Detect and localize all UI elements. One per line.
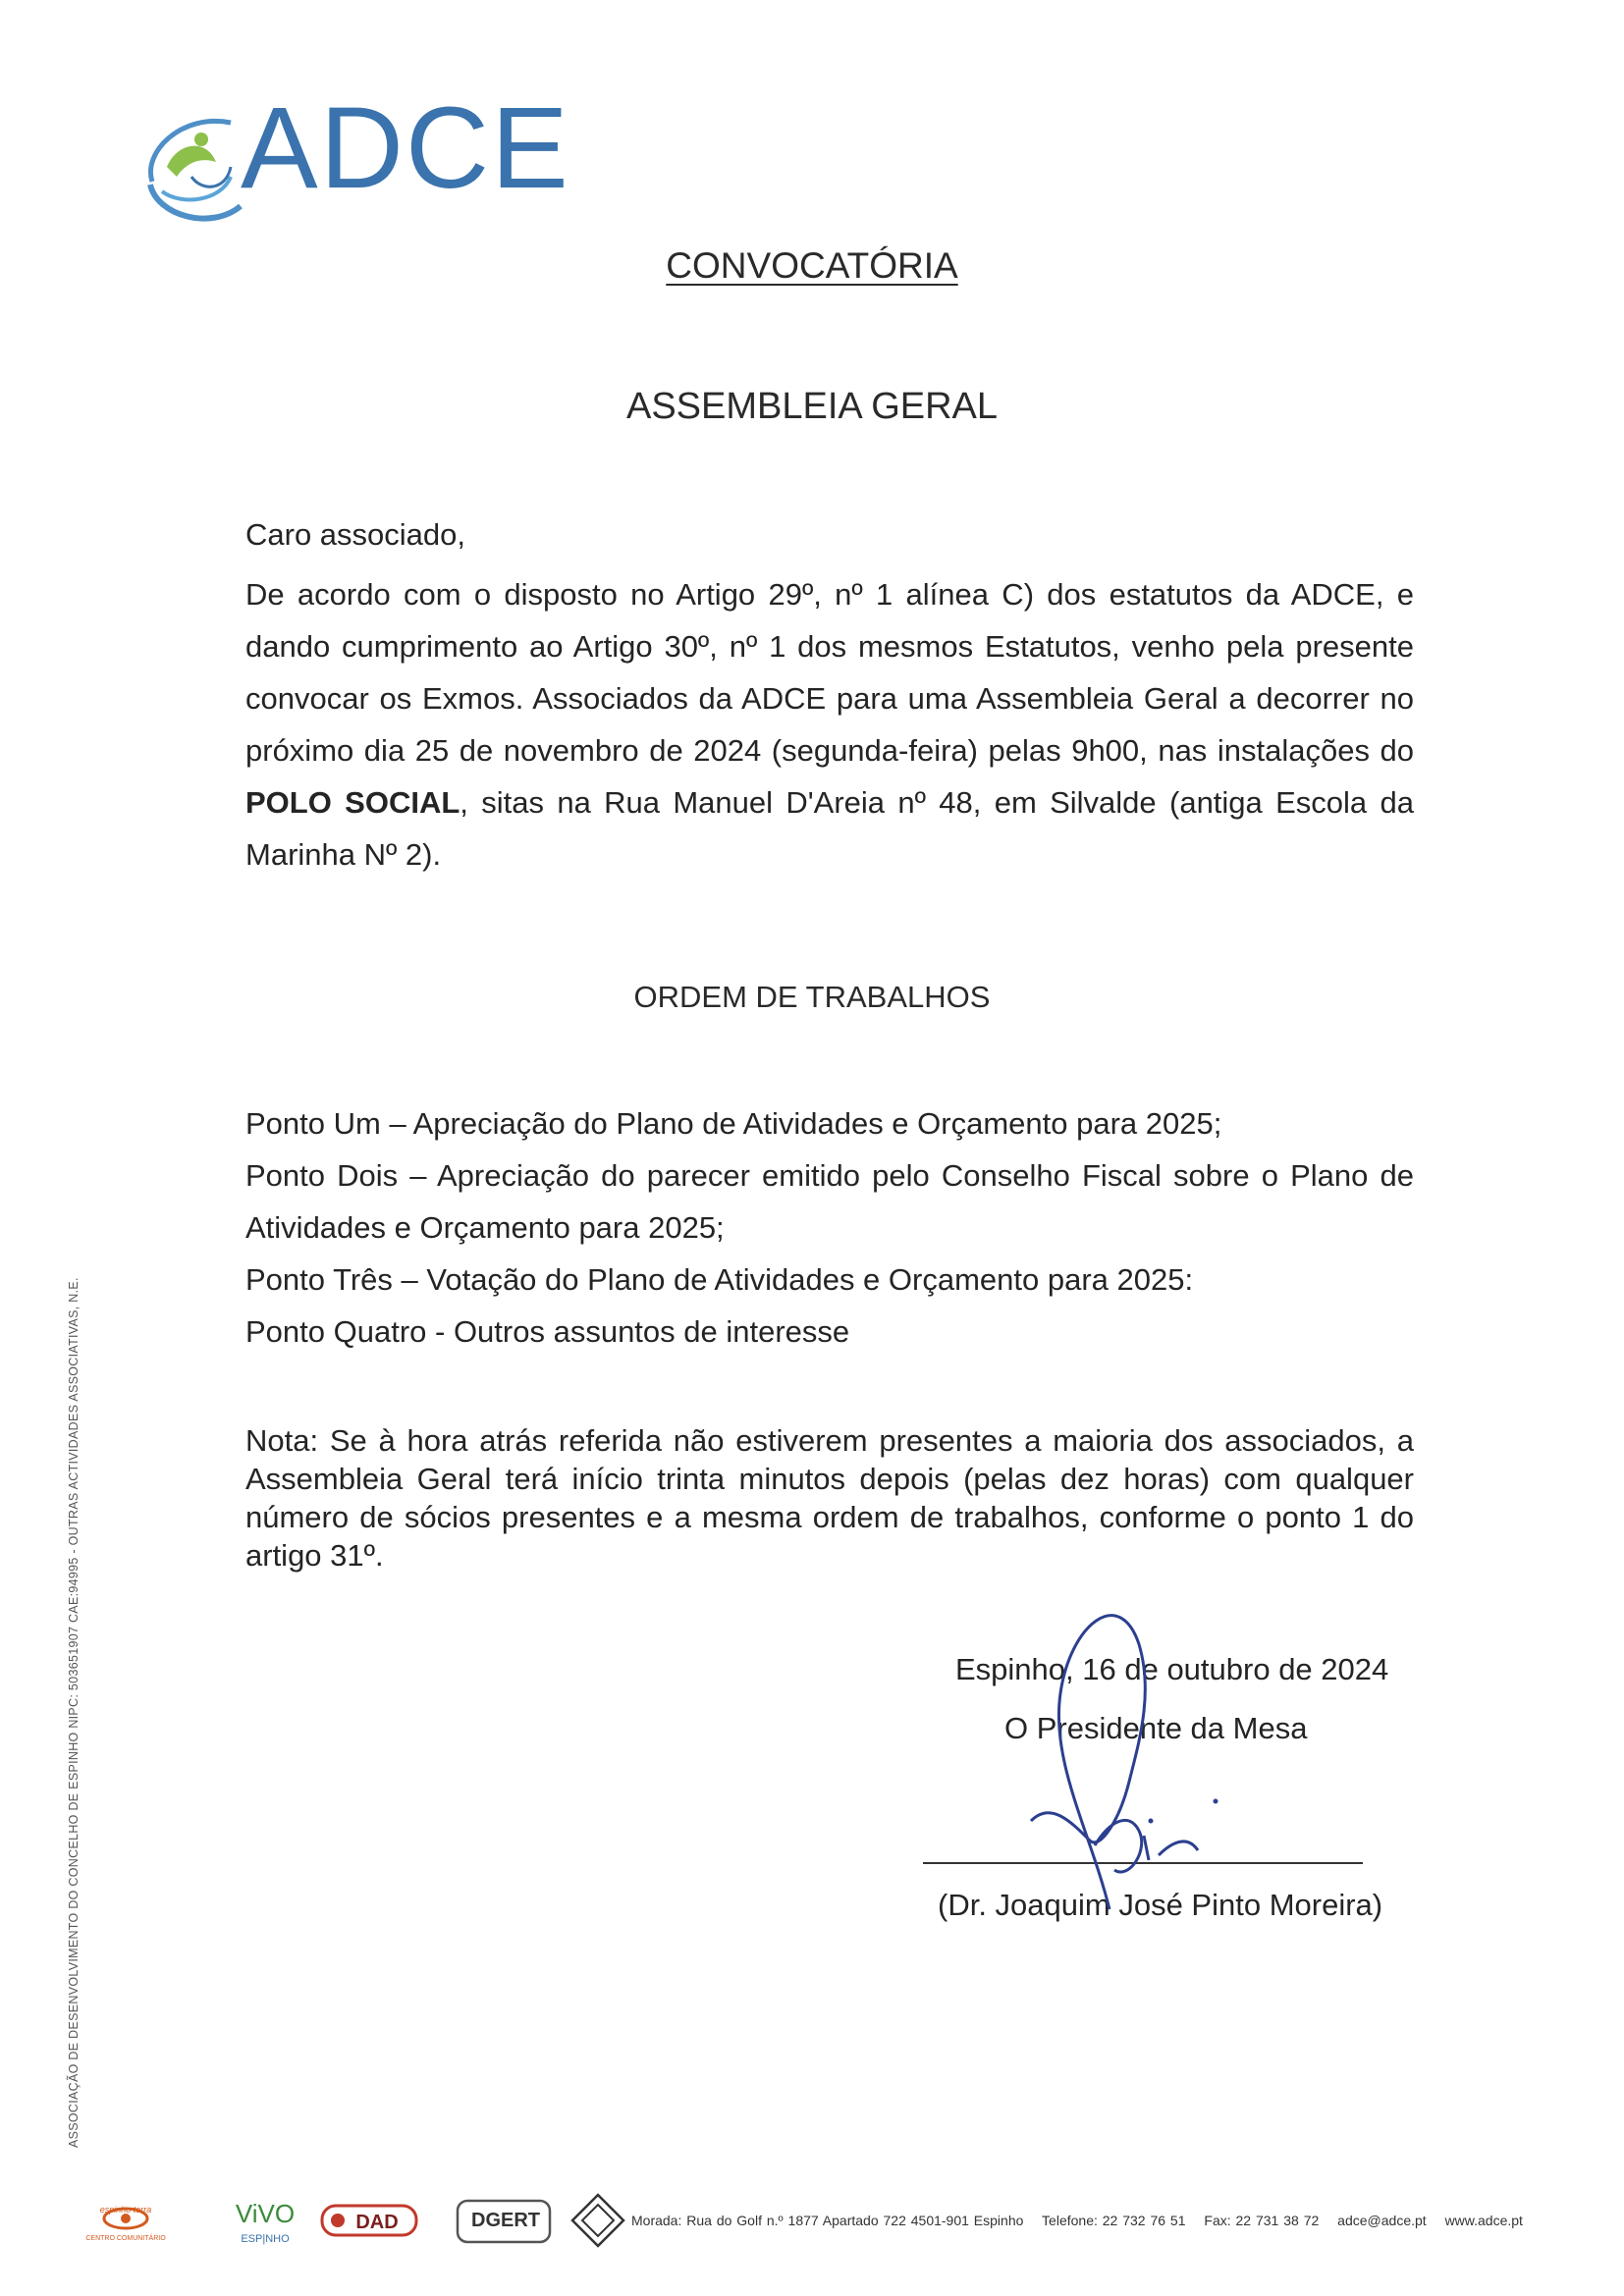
dad-text: DAD xyxy=(355,2212,399,2233)
dad-logo xyxy=(320,2191,418,2250)
espinho-sub-text: CENTRO COMUNITÁRIO xyxy=(85,2235,166,2242)
footer-email[interactable]: adce@adce.pt xyxy=(1337,2213,1427,2228)
footer-address: Morada: Rua do Golf n.º 1877 Apartado 722 4501-901 Espinho xyxy=(631,2213,1024,2228)
footer xyxy=(57,2191,1589,2260)
document-title xyxy=(0,245,1624,287)
note-paragraph: Nota: Se à hora atrás referida não estiverem presentes a maioria dos associados, a Assembleia Geral terá início trinta minutos depois (pelas dez horas) com qualquer número de sócios presentes e a mesma ordem de trabalhos, conforme o ponto 1 do artigo 31º. xyxy=(245,1423,1414,1573)
vivo-sub-text: ESP|NHO xyxy=(241,2233,290,2245)
footer-contact xyxy=(631,2213,1537,2228)
signature-name: (Dr. Joaquim José Pinto Moreira) xyxy=(938,1888,1383,1922)
agenda-item: Ponto Quatro - Outros assuntos de interesse xyxy=(245,1314,850,1349)
document-title-text: CONVOCATÓRIA xyxy=(666,245,958,286)
footer-website[interactable]: www.adce.pt xyxy=(1444,2213,1523,2228)
espinho-terra-logo xyxy=(57,2191,194,2250)
signature-place-date: Espinho, 16 de outubro de 2024 xyxy=(955,1652,1389,1686)
dgert-logo xyxy=(455,2191,553,2250)
signature-role: O Presidente da Mesa xyxy=(1004,1711,1308,1745)
espinho-terra-text: espinho terra xyxy=(99,2205,152,2215)
side-legal-text: ASSOCIAÇÃO DE DESENVOLVIMENTO DO CONCELHO DE ESPINHO NIPC: 503651907 CAE:94995 - OUTRAS ACTIVIDADES ASSOCIATIVAS, N.E. xyxy=(67,1277,81,2148)
logo-wordmark: ADCE xyxy=(241,83,570,213)
agenda-item: Ponto Dois – Apreciação do parecer emitido pelo Conselho Fiscal sobre o Plano de Atividades e Orçamento para 2025; xyxy=(245,1158,1414,1245)
dgert-text: DGERT xyxy=(471,2210,540,2231)
vivo-espinho-logo xyxy=(226,2191,304,2250)
intro-paragraph xyxy=(245,568,1414,881)
agenda-list xyxy=(245,1097,1414,1358)
salutation: Caro associado, xyxy=(245,517,466,552)
intro-part1: De acordo com o disposto no Artigo 29º, nº 1 alínea C) dos estatutos da ADCE, e dando cumprimento ao Artigo 30º, nº 1 dos mesmos Estatutos, venho pela presente convocar os Exmos. Associados da ADCE para uma Assembleia Geral a decorrer no próximo dia 25 de novembro de 2024 (segunda-feira) pelas 9h00, nas instalações do xyxy=(245,577,1414,768)
document-subtitle: ASSEMBLEIA GERAL xyxy=(625,386,999,427)
agenda-item: Ponto Três – Votação do Plano de Atividades e Orçamento para 2025: xyxy=(245,1262,1194,1297)
intro-bold-venue: POLO SOCIAL xyxy=(245,785,460,820)
footer-phone: Telefone: 22 732 76 51 xyxy=(1042,2213,1186,2228)
intro-part2: , sitas na Rua Manuel D'Areia nº 48, em Silvalde (antiga Escola da Marinha Nº 2). xyxy=(245,785,1414,872)
agenda-heading: ORDEM DE TRABALHOS xyxy=(633,980,991,1014)
footer-fax: Fax: 22 731 38 72 xyxy=(1204,2213,1320,2228)
handwritten-signature xyxy=(992,1585,1247,1958)
vivo-text: ViVO xyxy=(235,2199,296,2228)
agenda-item: Ponto Um – Apreciação do Plano de Atividades e Orçamento para 2025; xyxy=(245,1106,1222,1141)
diamond-logo xyxy=(568,2191,627,2250)
